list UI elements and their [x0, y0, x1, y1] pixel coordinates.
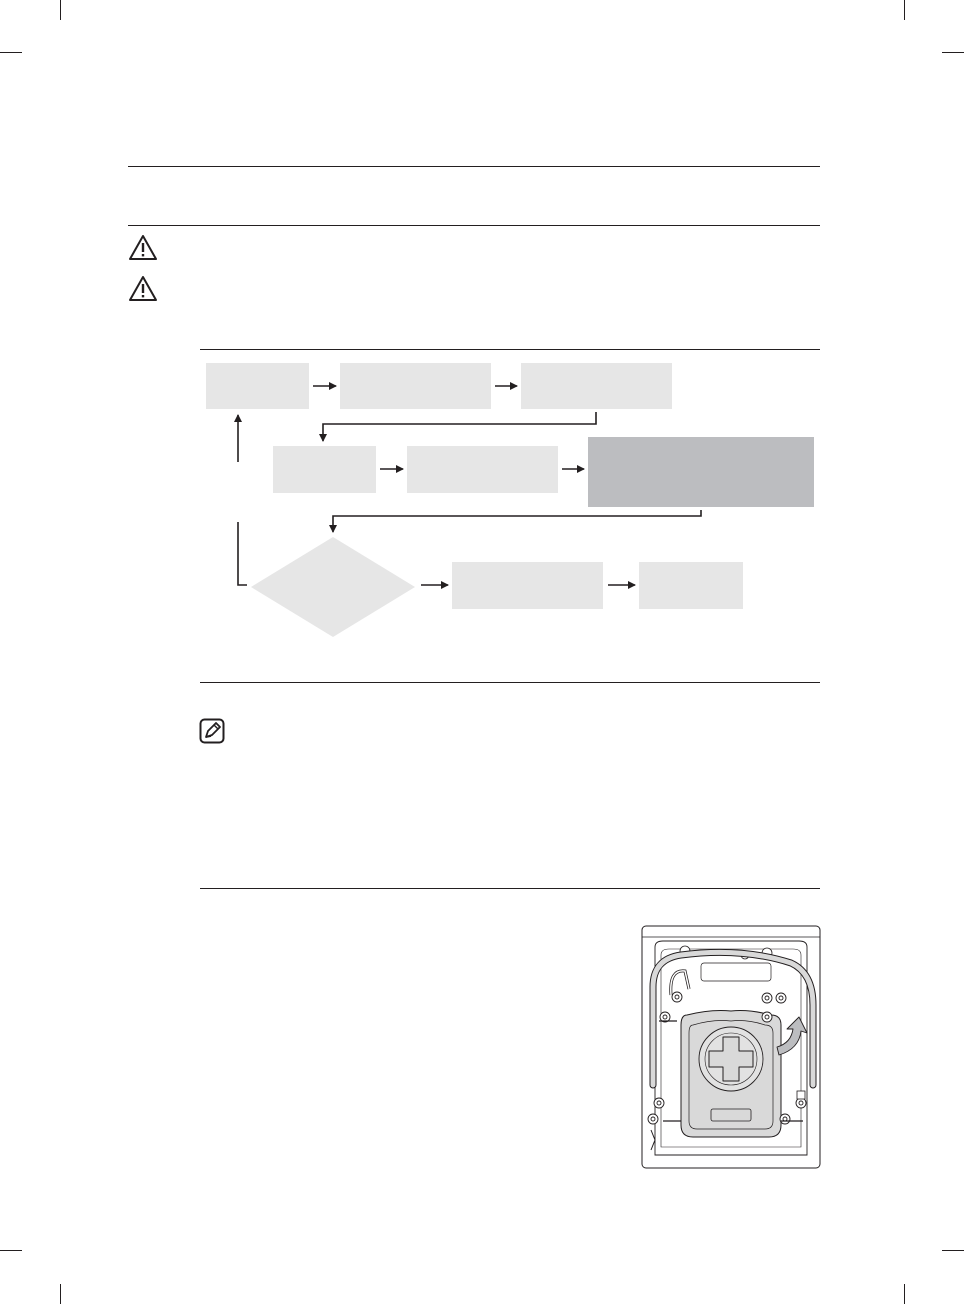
note-icon: [199, 718, 225, 744]
transit-bolt-bottom-left-2: [648, 1114, 658, 1124]
flow-decision-diamond: [251, 537, 415, 637]
washer-rear-illustration: [641, 925, 821, 1169]
transit-bolt-top-inner-right: [762, 1012, 772, 1022]
transit-bolt-bottom-right-2: [780, 1114, 790, 1124]
transit-bolt-top-left: [672, 992, 682, 1002]
transit-bolt-top-mid: [762, 993, 772, 1003]
arrow-3-4: [323, 412, 596, 441]
transit-bolt-bottom-left: [654, 1098, 664, 1108]
transit-bolt-bottom-right: [796, 1098, 806, 1108]
loop-line-lower: [238, 522, 247, 585]
transit-bolt-top-right: [776, 993, 786, 1003]
arrow-6-decision: [333, 510, 701, 532]
